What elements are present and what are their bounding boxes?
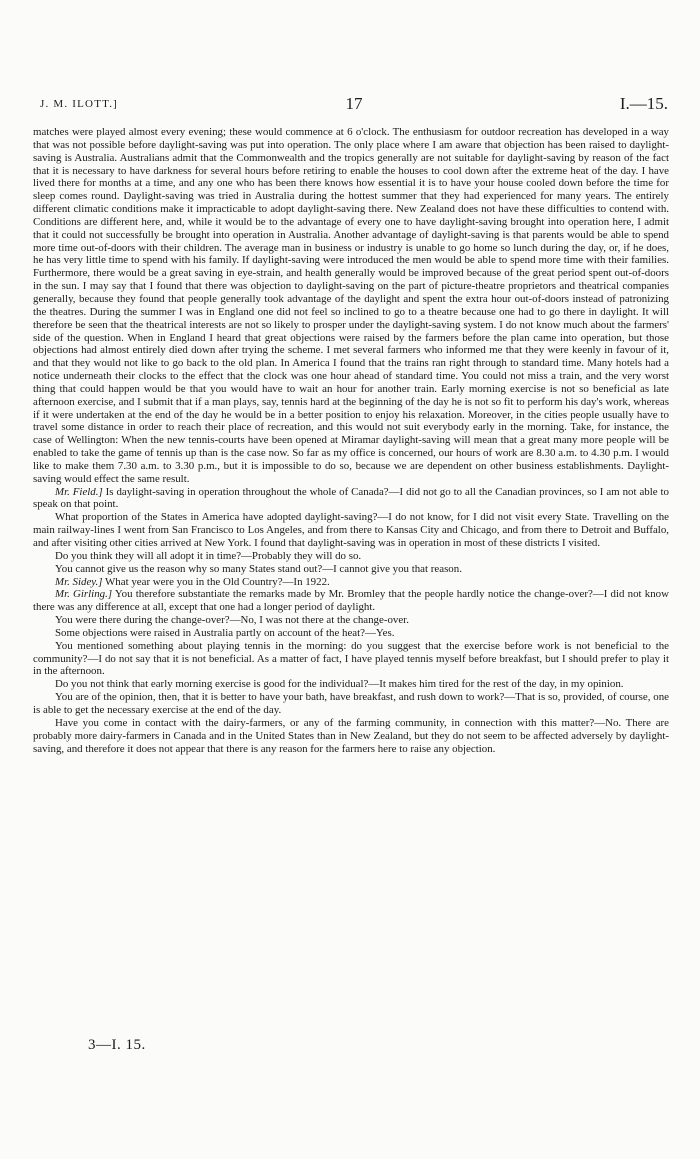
paragraph: [33, 717, 669, 756]
paragraph-text: Do you not think that early morning exercise is good for the individual?—It makes him tired for the rest of the day, in my opinion.: [55, 678, 624, 691]
paragraph-text: Have you come in contact with the dairy-farmers, or any of the farming community, in connection with this matter?—No. There are probably more dairy-farmers in Canada and in the United States than in New Zealand, but they do not seem to be affected adversely by daylight-saving, and therefore it does not appear that there is any reason for the farmers here to raise any objection.: [33, 716, 669, 755]
page-number: 17: [345, 94, 363, 113]
paragraph-text: Is daylight-saving in operation throughout the whole of Canada?—I did not go to all the Canadian provinces, so I am not able to speak on that point.: [33, 485, 669, 511]
paragraph-text: matches were played almost every evening; these would commence at 6 o'clock. The enthusiasm for outdoor recreation has developed in a way that was not possible before daylight-saving was put into operation. The only place where I am aware that objection has been raised to daylight-saving is Australia. Australians admit that the Commonwealth and the tropics generally are not suitable for daylight-saving by reason of the fact that it is necessary to have darkness for several hours before retiring to enable the houses to cool down after the extreme heat of the day. I have lived there for months at a time, and any one who has been there knows how essential it is to have your house cooled down before the time for sleep comes round. Daylight-saving was tried in Australia during the hottest summer that they had experienced for many years. The entirely different climatic conditions make it impracticable to adopt daylight-saving there. New Zealand does not have these difficulties to contend with. Conditions are different here, and, while it would be to the advantage of every one to have daylight-saving brought into operation here, I admit that it could not successfully be brought into operation in Australia. Another advantage of daylight-saving is that parents would be able to spend more time out-of-doors with their children. The average man in business or industry is unable to go home so lunch during the day, or, if he does, he has very little time to spend with his family. If daylight-saving were introduced the men would be able to spend more time with their families. Furthermore, there would be a great saving in eye-strain, and health generally would be improved because of the great period spent out-of-doors in the sun. I may say that I found that there was objection to daylight-saving on the part of picture-theatre proprietors and theatrical companies generally, because they found that people generally took advantage of the daylight and spent the extra hour out-of-doors instead of patronizing the theatres. During the summer I was in England one did not feel so inclined to go to a theatre because one had to go there in daylight. It will therefore be seen that the theatrical interests are not so likely to prosper under the daylight-saving system. I do not know much about the farmers' side of the question. When in England I heard that great objections were raised by the farmers before the plan came into operation, but those objections had almost entirely died down after trying the scheme. I met several farmers who informed me that they were keenly in favour of it, and that they would not like to go back to the old plan. In America I found that the trains ran right through to standard time. Many hotels had a notice underneath their clocks to the effect that the clock was one hour ahead of standard time. You could not miss a train, and the very worst thing that could happen would be that you would have to wait an hour for another train. Early morning exercise is not so beneficial as late afternoon exercise, and I submit that if a man plays, say, tennis hard at the beginning of the day he is not so fit to perform his day's work, whereas if it were undertaken at the end of the day he would be in a better position to enjoy his relaxation. Moreover, in the cities people usually have to travel some distance in order to reach their place of recreation, and this would not suit everybody early in the morning. Take, for instance, the case of Wellington: When the new tennis-courts have been opened at Miramar daylight-saving will mean that a great many more people will be enabled to take the game of tennis up than is the case now. So far as my office is concerned, our hours of work are 8.30 a.m. to 4.30 p.m. I would like to make them 7.30 a.m. to 3.30 p.m., but it is impossible to do so, because we are dependent on other business establishments. Daylight-saving would effect the same result.: [33, 126, 669, 485]
paragraph-text: What proportion of the States in America have adopted daylight-saving?—I do not know, for I did not visit every State. Travelling on the main railway-lines I went from San Francisco to Los Angeles, and from there to Kansas City and Chicago, and from there to Detroit and Buffalo, and after visiting other cities arrived at New York. I found that daylight-saving was in operation in most of these districts I visited.: [33, 511, 669, 549]
speaker-name: Mr. Girling.]: [55, 588, 113, 601]
paragraph: [33, 563, 669, 576]
paragraph-text: What year were you in the Old Country?—In 1922.: [102, 575, 330, 588]
paragraph: [33, 614, 669, 627]
paragraph-text: You therefore substantiate the remarks made by Mr. Bromley that the people hardly notice the change-over?—I did not know there was any difference at all, except that one had a longer period of daylight.: [33, 588, 669, 614]
paragraph-text: You mentioned something about playing tennis in the morning: do you suggest that the exercise before work is not beneficial to the community?—I do not say that it is not beneficial. As a matter of fact, I have played tennis myself before breakfast, but I should prefer to play it in the afternoon.: [33, 639, 669, 678]
body-text: [33, 126, 669, 755]
paragraph-text: You are of the opinion, then, that it is better to have your bath, have breakfast, and rush down to work?—That is so, provided, of course, one is able to get the necessary exercise at the end of the day.: [33, 691, 669, 716]
signature-mark: 3—I. 15.: [88, 1037, 146, 1053]
paragraph: [33, 678, 669, 691]
paragraph-text: You cannot give us the reason why so many States stand out?—I cannot give you that reason.: [55, 562, 462, 575]
paragraph-text: Do you think they will all adopt it in time?—Probably they will do so.: [55, 549, 362, 562]
paragraph: [33, 627, 669, 640]
paragraph: [33, 511, 669, 550]
paragraph: [33, 126, 669, 486]
paragraph: [33, 640, 669, 679]
paragraph: [33, 691, 669, 717]
paragraph-text: You were there during the change-over?—No, I was not there at the change-over.: [55, 614, 409, 627]
document-reference: I.—15.: [619, 94, 668, 113]
paragraph: [33, 576, 669, 589]
speaker-name: Mr. Field.]: [55, 485, 103, 498]
paragraph-text: Some objections were raised in Australia partly on account of the heat?—Yes.: [55, 626, 395, 639]
paragraph: [33, 588, 669, 614]
paragraph: [33, 486, 669, 512]
paragraph: [33, 550, 669, 563]
running-head-author: J. M. ILOTT.]: [40, 98, 119, 110]
speaker-name: Mr. Sidey.]: [55, 575, 103, 588]
page-header: [40, 94, 668, 118]
